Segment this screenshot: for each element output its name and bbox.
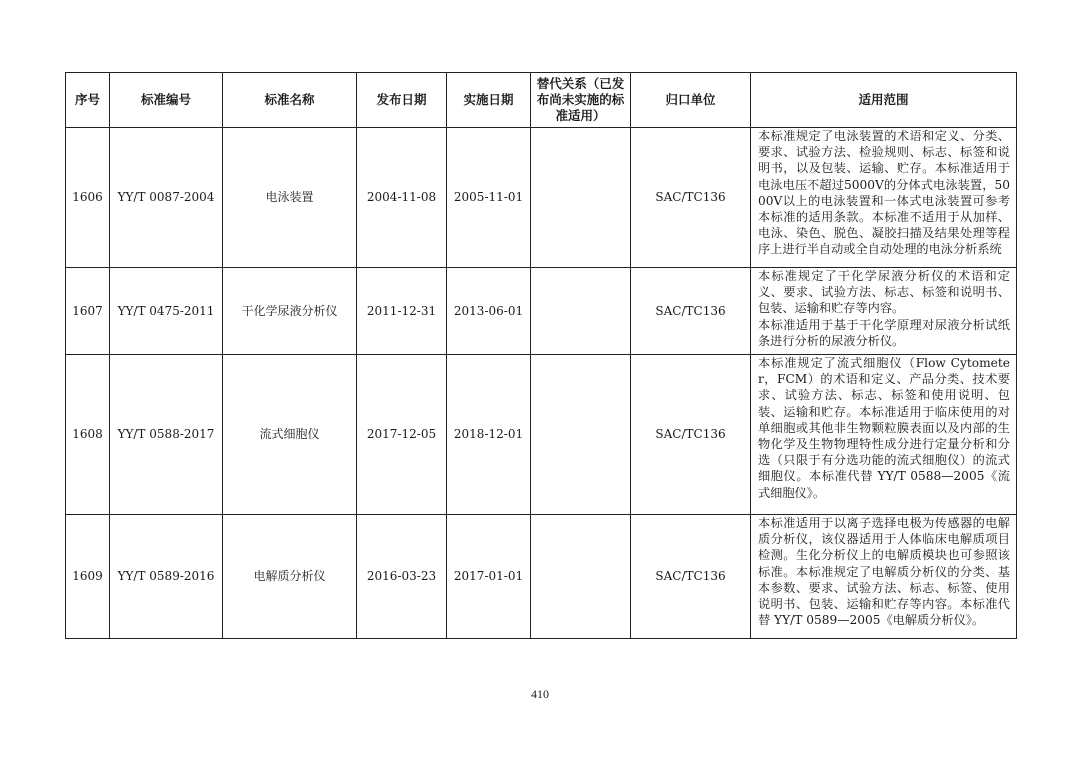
row-publish-date: 2004-11-08	[357, 128, 447, 268]
row-scope: 本标准规定了干化学尿液分析仪的术语和定义、要求、试验方法、标志、标签和说明书、包装、运输和贮存等内容。 本标准适用于基于干化学原理对尿液分析试纸条进行分析的尿液分析仪。	[751, 268, 1017, 355]
row-replacement	[531, 128, 631, 268]
header-publish-date: 发布日期	[357, 73, 447, 128]
row-scope: 本标准适用于以离子选择电极为传感器的电解质分析仪，该仪器适用于人体临床电解质项目检测。生化分析仪上的电解质模块也可参照该标准。本标准规定了电解质分析仪的分类、基本参数、要求、试验方法、标志、标签、使用说明书、包装、运输和贮存等内容。本标准代替 YY/T 0589—2005《电解质分析仪》。	[751, 515, 1017, 639]
row-replacement	[531, 515, 631, 639]
row-implement-date: 2017-01-01	[447, 515, 531, 639]
row-implement-date: 2013-06-01	[447, 268, 531, 355]
row-scope: 本标准规定了流式细胞仪（Flow Cytometer，FCM）的术语和定义、产品分类、技术要求、试验方法、标志、标签和使用说明、包装、运输和贮存。本标准适用于临床使用的对单细胞或其他非生物颗粒膜表面以及内部的生物化学及生物物理特性成分进行定量分析和分选（只限于有分选功能的流式细胞仪）的流式细胞仪。本标准代替 YY/T 0588—2005《流式细胞仪》。	[751, 355, 1017, 515]
row-unit: SAC/TC136	[631, 268, 751, 355]
header-code: 标准编号	[110, 73, 223, 128]
row-replacement	[531, 268, 631, 355]
row-implement-date: 2005-11-01	[447, 128, 531, 268]
row-unit: SAC/TC136	[631, 128, 751, 268]
header-unit: 归口单位	[631, 73, 751, 128]
row-no: 1606	[66, 128, 110, 268]
row-publish-date: 2011-12-31	[357, 268, 447, 355]
row-code: YY/T 0589-2016	[110, 515, 223, 639]
row-replacement	[531, 355, 631, 515]
row-code: YY/T 0475-2011	[110, 268, 223, 355]
table-row	[66, 128, 1017, 268]
page-number: 410	[531, 687, 549, 701]
row-code: YY/T 0087-2004	[110, 128, 223, 268]
row-unit: SAC/TC136	[631, 355, 751, 515]
table-row	[66, 355, 1017, 515]
row-no: 1608	[66, 355, 110, 515]
row-scope: 本标准规定了电泳装置的术语和定义、分类、要求、试验方法、检验规则、标志、标签和说明书，以及包装、运输、贮存。本标准适用于电泳电压不超过5000V的分体式电泳装置，5000V以上的电泳装置和一体式电泳装置可参考本标准的适用条款。本标准不适用于从加样、电泳、染色、脱色、凝胶扫描及结果处理等程序上进行半自动或全自动处理的电泳分析系统	[751, 128, 1017, 268]
row-publish-date: 2017-12-05	[357, 355, 447, 515]
header-scope: 适用范围	[751, 73, 1017, 128]
row-implement-date: 2018-12-01	[447, 355, 531, 515]
header-name: 标准名称	[223, 73, 357, 128]
row-name: 电泳装置	[223, 128, 357, 268]
header-no: 序号	[66, 73, 110, 128]
row-no: 1609	[66, 515, 110, 639]
header-replacement: 替代关系（已发布尚未实施的标准适用）	[531, 73, 631, 128]
row-no: 1607	[66, 268, 110, 355]
row-name: 干化学尿液分析仪	[223, 268, 357, 355]
standards-table	[65, 72, 1017, 639]
row-name: 流式细胞仪	[223, 355, 357, 515]
table-row	[66, 268, 1017, 355]
row-name: 电解质分析仪	[223, 515, 357, 639]
table-row	[66, 515, 1017, 639]
table-header-row	[66, 73, 1017, 128]
header-implement-date: 实施日期	[447, 73, 531, 128]
row-code: YY/T 0588-2017	[110, 355, 223, 515]
row-publish-date: 2016-03-23	[357, 515, 447, 639]
row-unit: SAC/TC136	[631, 515, 751, 639]
